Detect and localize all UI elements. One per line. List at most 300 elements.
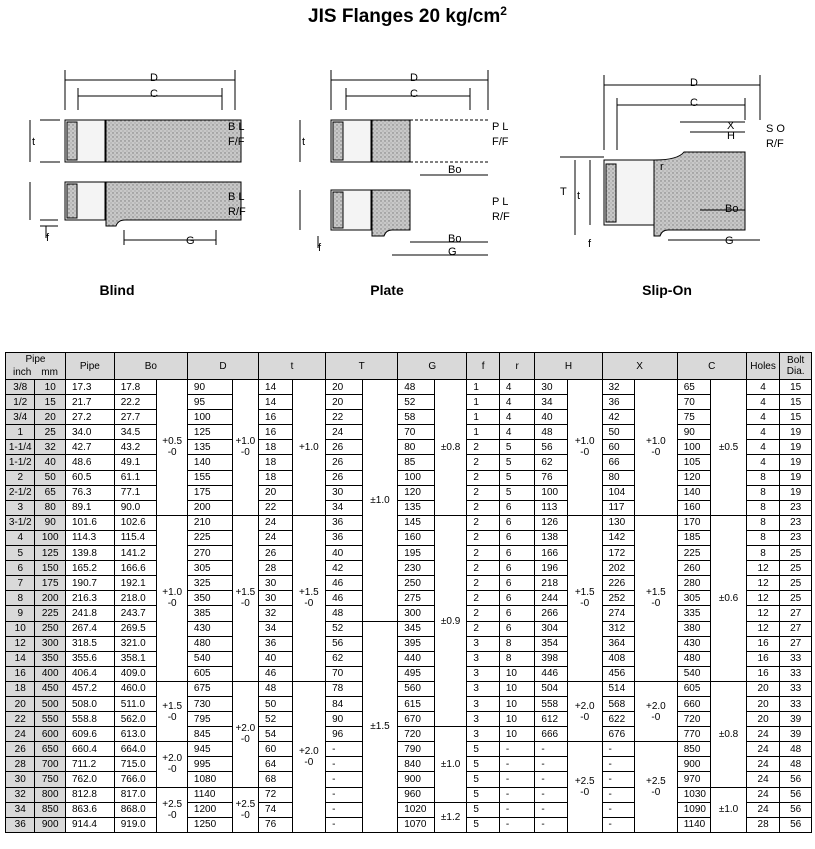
cell-t: 34 — [259, 621, 293, 636]
cell-g: 145 — [398, 515, 435, 530]
cell-g: 85 — [398, 455, 435, 470]
cell-g: 900 — [398, 772, 435, 787]
table-body — [6, 380, 812, 833]
cell-pipe: 42.7 — [65, 440, 114, 455]
cell-bo: 868.0 — [114, 802, 157, 817]
blind-dim-g: G — [186, 235, 195, 247]
header-h: H — [535, 353, 602, 380]
cell-bo: 166.6 — [114, 561, 157, 576]
cell-T: 48 — [326, 606, 363, 621]
cell-bo: 715.0 — [114, 757, 157, 772]
cell-d: 385 — [187, 606, 232, 621]
cell-bo: 77.1 — [114, 485, 157, 500]
table-row — [6, 681, 812, 696]
cell-x: 50 — [602, 425, 635, 440]
cell-holes: 16 — [746, 636, 780, 651]
tolerance-d: +2.0 -0 — [232, 681, 258, 787]
cell-mm: 10 — [35, 380, 65, 395]
cell-c: 335 — [677, 606, 711, 621]
cell-x: 312 — [602, 621, 635, 636]
cell-holes: 12 — [746, 591, 780, 606]
cell-pipe: 609.6 — [65, 727, 114, 742]
cell-t: 50 — [259, 696, 293, 711]
cell-r: - — [499, 742, 535, 757]
cell-r: 6 — [499, 576, 535, 591]
cell-bolt: 25 — [780, 591, 812, 606]
cell-bo: 460.0 — [114, 681, 157, 696]
blind-dim-d: D — [150, 72, 158, 84]
slip-on-flange-drawing — [560, 75, 760, 240]
cell-g: 670 — [398, 712, 435, 727]
tolerance-c: ±0.8 — [711, 681, 747, 787]
cell-T: 20 — [326, 380, 363, 395]
cell-pipe: 318.5 — [65, 636, 114, 651]
cell-holes: 28 — [746, 817, 780, 832]
cell-holes: 24 — [746, 742, 780, 757]
slipon-dim-x: X — [727, 120, 735, 132]
cell-mm: 600 — [35, 727, 65, 742]
cell-f: 2 — [467, 576, 500, 591]
cell-t: 16 — [259, 425, 293, 440]
cell-x: 80 — [602, 470, 635, 485]
table-row — [6, 606, 812, 621]
cell-holes: 8 — [746, 500, 780, 515]
cell-f: 5 — [467, 817, 500, 832]
cell-f: 1 — [467, 425, 500, 440]
cell-h: - — [535, 757, 568, 772]
cell-inch: 18 — [6, 681, 35, 696]
slipon-dim-g: G — [725, 235, 734, 247]
cell-t: 16 — [259, 410, 293, 425]
cell-bolt: 15 — [780, 380, 812, 395]
cell-bo: 321.0 — [114, 636, 157, 651]
cell-bo: 34.5 — [114, 425, 157, 440]
blind-dim-c: C — [150, 88, 158, 100]
cell-r: - — [499, 757, 535, 772]
cell-x: 274 — [602, 606, 635, 621]
cell-t: 60 — [259, 742, 293, 757]
cell-r: 10 — [499, 681, 535, 696]
cell-g: 70 — [398, 425, 435, 440]
cell-bo: 409.0 — [114, 666, 157, 681]
cell-holes: 16 — [746, 666, 780, 681]
cell-T: - — [326, 802, 363, 817]
cell-r: - — [499, 772, 535, 787]
cell-t: 32 — [259, 606, 293, 621]
cell-x: - — [602, 742, 635, 757]
cell-d: 1140 — [187, 787, 232, 802]
cell-inch: 1/2 — [6, 395, 35, 410]
cell-bo: 192.1 — [114, 576, 157, 591]
cell-d: 430 — [187, 621, 232, 636]
cell-f: 3 — [467, 712, 500, 727]
cell-f: 2 — [467, 546, 500, 561]
cell-f: 1 — [467, 395, 500, 410]
cell-h: 398 — [535, 651, 568, 666]
cell-r: 5 — [499, 455, 535, 470]
cell-holes: 4 — [746, 425, 780, 440]
cell-c: 105 — [677, 455, 711, 470]
cell-pipe: 190.7 — [65, 576, 114, 591]
cell-g: 230 — [398, 561, 435, 576]
cell-c: 380 — [677, 621, 711, 636]
cell-f: 2 — [467, 561, 500, 576]
table-row — [6, 395, 812, 410]
cell-holes: 24 — [746, 787, 780, 802]
table-row — [6, 636, 812, 651]
cell-pipe: 139.8 — [65, 546, 114, 561]
plate-dim-bo-top: Bo — [448, 164, 462, 176]
header-pipe-units — [8, 366, 63, 379]
cell-x: 117 — [602, 500, 635, 515]
blind-dim-f: f — [46, 232, 50, 244]
cell-g: 440 — [398, 651, 435, 666]
cell-bolt: 48 — [780, 742, 812, 757]
cell-pipe: 76.3 — [65, 485, 114, 500]
cell-pipe: 914.4 — [65, 817, 114, 832]
cell-g: 960 — [398, 787, 435, 802]
cell-g: 345 — [398, 621, 435, 636]
cell-holes: 16 — [746, 651, 780, 666]
table-row — [6, 802, 812, 817]
cell-bolt: 33 — [780, 696, 812, 711]
header-x: X — [602, 353, 677, 380]
cell-pipe: 762.0 — [65, 772, 114, 787]
cell-g: 48 — [398, 380, 435, 395]
cell-pipe: 457.2 — [65, 681, 114, 696]
cell-inch: 16 — [6, 666, 35, 681]
cell-g: 58 — [398, 410, 435, 425]
cell-mm: 650 — [35, 742, 65, 757]
cell-g: 160 — [398, 530, 435, 545]
cell-T: 90 — [326, 712, 363, 727]
cell-pipe: 241.8 — [65, 606, 114, 621]
cell-mm: 15 — [35, 395, 65, 410]
cell-mm: 125 — [35, 546, 65, 561]
cell-d: 995 — [187, 757, 232, 772]
cell-bolt: 27 — [780, 636, 812, 651]
cell-r: 6 — [499, 515, 535, 530]
cell-holes: 8 — [746, 546, 780, 561]
cell-bolt: 39 — [780, 712, 812, 727]
cell-f: 2 — [467, 470, 500, 485]
tolerance-g: ±0.9 — [434, 515, 467, 726]
header-pipe-size-label: Pipe — [25, 354, 46, 365]
plate-note-ff: P L F/F — [492, 121, 509, 148]
cell-r: 6 — [499, 530, 535, 545]
cell-mm: 750 — [35, 772, 65, 787]
cell-bolt: 33 — [780, 666, 812, 681]
cell-r: 5 — [499, 440, 535, 455]
cell-f: 2 — [467, 621, 500, 636]
tolerance-bo: +2.0 -0 — [157, 742, 188, 787]
cell-pipe: 60.5 — [65, 470, 114, 485]
cell-f: 5 — [467, 787, 500, 802]
cell-T: - — [326, 772, 363, 787]
cell-f: 3 — [467, 651, 500, 666]
cell-bo: 511.0 — [114, 696, 157, 711]
cell-c: 770 — [677, 727, 711, 742]
cell-x: 130 — [602, 515, 635, 530]
cell-inch: 1-1/4 — [6, 440, 35, 455]
cell-r: 6 — [499, 621, 535, 636]
cell-d: 945 — [187, 742, 232, 757]
cell-mm: 400 — [35, 666, 65, 681]
cell-d: 480 — [187, 636, 232, 651]
cell-bo: 17.8 — [114, 380, 157, 395]
table-row — [6, 530, 812, 545]
cell-c: 100 — [677, 440, 711, 455]
cell-inch: 28 — [6, 757, 35, 772]
cell-d: 90 — [187, 380, 232, 395]
plate-dim-c: C — [410, 88, 418, 100]
cell-pipe: 34.0 — [65, 425, 114, 440]
cell-T: 20 — [326, 395, 363, 410]
slipon-dim-T: T — [560, 186, 567, 198]
cell-h: 100 — [535, 485, 568, 500]
cell-bolt: 23 — [780, 500, 812, 515]
cell-d: 305 — [187, 561, 232, 576]
cell-mm: 300 — [35, 636, 65, 651]
cell-x: 32 — [602, 380, 635, 395]
tolerance-x: +2.5 -0 — [635, 742, 678, 833]
cell-T: 52 — [326, 621, 363, 636]
slipon-dim-t: t — [577, 190, 581, 202]
cell-h: 504 — [535, 681, 568, 696]
header-inch: inch — [12, 367, 32, 378]
tolerance-g: ±1.2 — [434, 802, 467, 832]
cell-t: 40 — [259, 651, 293, 666]
tolerance-x: +2.0 -0 — [635, 681, 678, 741]
tolerance-c: ±1.0 — [711, 787, 747, 832]
cell-pipe: 27.2 — [65, 410, 114, 425]
cell-pipe: 21.7 — [65, 395, 114, 410]
tolerance-h: +2.5 -0 — [567, 742, 602, 833]
cell-h: 446 — [535, 666, 568, 681]
cell-bolt: 27 — [780, 606, 812, 621]
cell-h: 56 — [535, 440, 568, 455]
cell-r: - — [499, 787, 535, 802]
cell-T: 40 — [326, 546, 363, 561]
cell-holes: 12 — [746, 561, 780, 576]
plate-note-rf: P L R/F — [492, 196, 510, 223]
cell-x: 622 — [602, 712, 635, 727]
cell-holes: 8 — [746, 530, 780, 545]
cell-x: 252 — [602, 591, 635, 606]
cell-t: 18 — [259, 470, 293, 485]
cell-d: 350 — [187, 591, 232, 606]
header-T: T — [326, 353, 398, 380]
cell-g: 300 — [398, 606, 435, 621]
page-title: JIS Flanges 20 $kg/cm^2$ — [308, 4, 507, 27]
cell-r: - — [499, 802, 535, 817]
cell-inch: 10 — [6, 621, 35, 636]
cell-h: 218 — [535, 576, 568, 591]
cell-inch: 8 — [6, 591, 35, 606]
cell-holes: 24 — [746, 802, 780, 817]
cell-t: 54 — [259, 727, 293, 742]
header-bo: Bo — [114, 353, 187, 380]
table-row — [6, 817, 812, 832]
cell-T: 22 — [326, 410, 363, 425]
slipon-dim-bo: Bo — [725, 203, 739, 215]
cell-inch: 3-1/2 — [6, 515, 35, 530]
cell-pipe: 216.3 — [65, 591, 114, 606]
cell-g: 720 — [398, 727, 435, 742]
cell-holes: 4 — [746, 440, 780, 455]
cell-holes: 12 — [746, 606, 780, 621]
cell-d: 225 — [187, 530, 232, 545]
cell-bolt: 56 — [780, 802, 812, 817]
cell-g: 1070 — [398, 817, 435, 832]
plate-dim-t: t — [302, 136, 306, 148]
cell-c: 1090 — [677, 802, 711, 817]
cell-mm: 550 — [35, 712, 65, 727]
cell-f: 1 — [467, 410, 500, 425]
tolerance-h: +1.0 -0 — [567, 380, 602, 516]
cell-f: 3 — [467, 666, 500, 681]
cell-f: 1 — [467, 380, 500, 395]
cell-x: 42 — [602, 410, 635, 425]
cell-t: 14 — [259, 395, 293, 410]
cell-h: 304 — [535, 621, 568, 636]
tolerance-t: +2.0 -0 — [292, 681, 326, 832]
cell-h: 666 — [535, 727, 568, 742]
cell-bolt: 56 — [780, 772, 812, 787]
header-f: f — [467, 353, 500, 380]
cell-bo: 358.1 — [114, 651, 157, 666]
cell-x: - — [602, 787, 635, 802]
cell-t: 64 — [259, 757, 293, 772]
cell-pipe: 48.6 — [65, 455, 114, 470]
cell-c: 90 — [677, 425, 711, 440]
cell-bolt: 56 — [780, 817, 812, 832]
cell-t: 26 — [259, 546, 293, 561]
slipon-dim-h: H — [727, 130, 735, 142]
cell-c: 850 — [677, 742, 711, 757]
cell-inch: 22 — [6, 712, 35, 727]
cell-g: 135 — [398, 500, 435, 515]
cell-c: 160 — [677, 500, 711, 515]
cell-T: 62 — [326, 651, 363, 666]
cell-d: 540 — [187, 651, 232, 666]
cell-r: 8 — [499, 651, 535, 666]
cell-pipe: 89.1 — [65, 500, 114, 515]
cell-f: 2 — [467, 440, 500, 455]
table-row — [6, 621, 812, 636]
cell-inch: 26 — [6, 742, 35, 757]
cell-mm: 500 — [35, 696, 65, 711]
cell-r: 8 — [499, 636, 535, 651]
slipon-dim-c: C — [690, 97, 698, 109]
table-row — [6, 696, 812, 711]
cell-x: 172 — [602, 546, 635, 561]
table-row — [6, 561, 812, 576]
cell-t: 24 — [259, 530, 293, 545]
cell-mm: 80 — [35, 500, 65, 515]
cell-T: 26 — [326, 470, 363, 485]
cell-holes: 8 — [746, 470, 780, 485]
cell-t: 18 — [259, 455, 293, 470]
cell-T: 30 — [326, 485, 363, 500]
tolerance-d: +1.0 -0 — [232, 380, 258, 516]
cell-h: 354 — [535, 636, 568, 651]
cell-inch: 6 — [6, 561, 35, 576]
cell-c: 720 — [677, 712, 711, 727]
cell-holes: 20 — [746, 696, 780, 711]
cell-f: 3 — [467, 696, 500, 711]
cell-x: 364 — [602, 636, 635, 651]
cell-h: 34 — [535, 395, 568, 410]
cell-f: 3 — [467, 636, 500, 651]
cell-bo: 43.2 — [114, 440, 157, 455]
cell-bo: 766.0 — [114, 772, 157, 787]
table-row — [6, 470, 812, 485]
cell-T: - — [326, 757, 363, 772]
cell-g: 495 — [398, 666, 435, 681]
cell-r: 5 — [499, 470, 535, 485]
cell-holes: 12 — [746, 621, 780, 636]
cell-g: 275 — [398, 591, 435, 606]
cell-holes: 4 — [746, 410, 780, 425]
cell-c: 900 — [677, 757, 711, 772]
cell-inch: 1 — [6, 425, 35, 440]
cell-f: 2 — [467, 606, 500, 621]
cell-mm: 90 — [35, 515, 65, 530]
cell-T: 36 — [326, 515, 363, 530]
cell-f: 2 — [467, 455, 500, 470]
cell-h: 48 — [535, 425, 568, 440]
blind-dim-t: t — [32, 136, 36, 148]
cell-t: 14 — [259, 380, 293, 395]
cell-h: 76 — [535, 470, 568, 485]
cell-bolt: 15 — [780, 395, 812, 410]
cell-bo: 919.0 — [114, 817, 157, 832]
cell-c: 480 — [677, 651, 711, 666]
cell-x: 408 — [602, 651, 635, 666]
cell-d: 270 — [187, 546, 232, 561]
cell-holes: 8 — [746, 515, 780, 530]
plate-dim-bo-bottom: Bo — [448, 233, 462, 245]
cell-d: 210 — [187, 515, 232, 530]
cell-bo: 115.4 — [114, 530, 157, 545]
cell-T: 36 — [326, 530, 363, 545]
cell-d: 135 — [187, 440, 232, 455]
cell-inch: 36 — [6, 817, 35, 832]
cell-c: 260 — [677, 561, 711, 576]
tolerance-c: ±0.5 — [711, 380, 747, 516]
cell-bolt: 19 — [780, 425, 812, 440]
cell-g: 615 — [398, 696, 435, 711]
cell-bolt: 19 — [780, 455, 812, 470]
cell-f: 3 — [467, 727, 500, 742]
cell-r: 5 — [499, 485, 535, 500]
cell-h: 612 — [535, 712, 568, 727]
table-row — [6, 787, 812, 802]
cell-c: 70 — [677, 395, 711, 410]
cell-c: 225 — [677, 546, 711, 561]
cell-x: 66 — [602, 455, 635, 470]
tolerance-bo: +0.5 -0 — [157, 380, 188, 516]
cell-t: 18 — [259, 440, 293, 455]
cell-bo: 49.1 — [114, 455, 157, 470]
cell-mm: 65 — [35, 485, 65, 500]
cell-d: 795 — [187, 712, 232, 727]
header-r: r — [499, 353, 535, 380]
table-row — [6, 727, 812, 742]
cell-t: 22 — [259, 500, 293, 515]
cell-t: 48 — [259, 681, 293, 696]
